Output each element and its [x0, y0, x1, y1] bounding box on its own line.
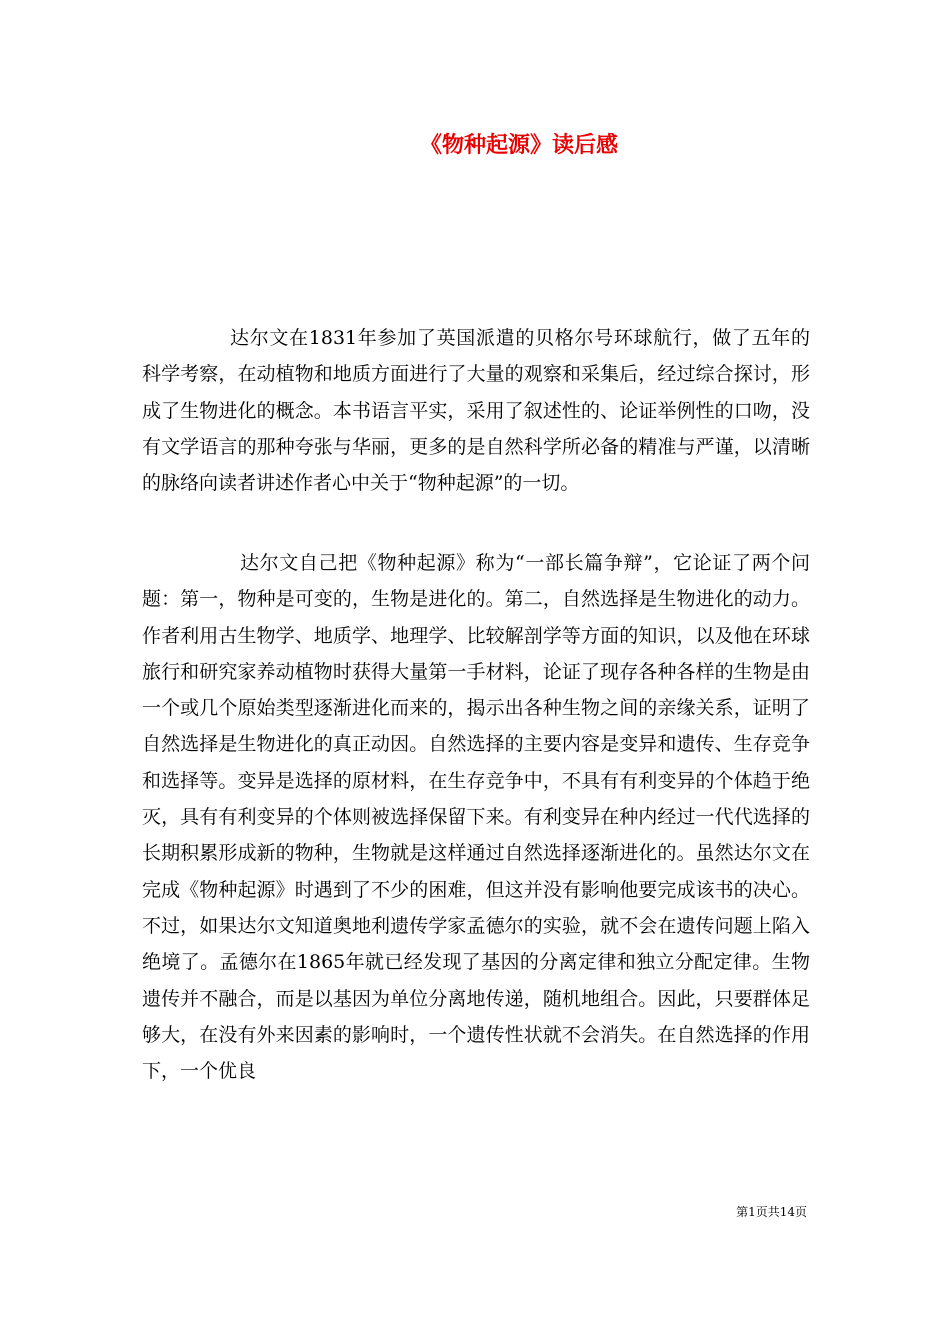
document-title: 《物种起源》读后感 [419, 132, 618, 158]
paragraph-1: 达尔文在1831年参加了英国派遣的贝格尔号环球航行，做了五年的科学考察，在动植物和地质方面进行了大量的观察和采集后，经过综合探讨，形成了生物进化的概念。本书语言平实，采用了叙述性的、论证举例性的口吻，没有文学语言的那种夸张与华丽，更多的是自然科学所必备的精准与严谨，以清晰的脉络向读者讲述作者心中关于“物种起源”的一切。 [142, 327, 810, 495]
page-footer: 第1页共14页 [736, 1205, 807, 1219]
paragraph-2: 达尔文自己把《物种起源》称为“一部长篇争辩”，它论证了两个问题：第一，物种是可变的，生物是进化的。第二，自然选择是生物进化的动力。作者利用古生物学、地质学、地理学、比较解剖学等方面的知识，以及他在环球旅行和研究家养动植物时获得大量第一手材料，论证了现存各种各样的生物是由一个或几个原始类型逐渐进化而来的，揭示出各种生物之间的亲缘关系，证明了自然选择是生物进化的真正动因。自然选择的主要内容是变异和遗传、生存竞争和选择等。变异是选择的原材料，在生存竞争中，不具有有利变异的个体趋于绝灭，具有有利变异的个体则被选择保留下来。有利变异在种内经过一代代选择的长期积累形成新的物种，生物就是这样通过自然选择逐渐进化的。虽然达尔文在完成《物种起源》时遇到了不少的困难，但这并没有影响他要完成该书的决心。不过，如果达尔文知道奥地利遗传学家孟德尔的实验，就不会在遗传问题上陷入绝境了。孟德尔在1865年就已经发现了基因的分离定律和独立分配定律。生物遗传并不融合，而是以基因为单位分离地传递，随机地组合。因此，只要群体足够大，在没有外来因素的影响时，一个遗传性状就不会消失。在自然选择的作用下，一个优良 [142, 552, 810, 1083]
